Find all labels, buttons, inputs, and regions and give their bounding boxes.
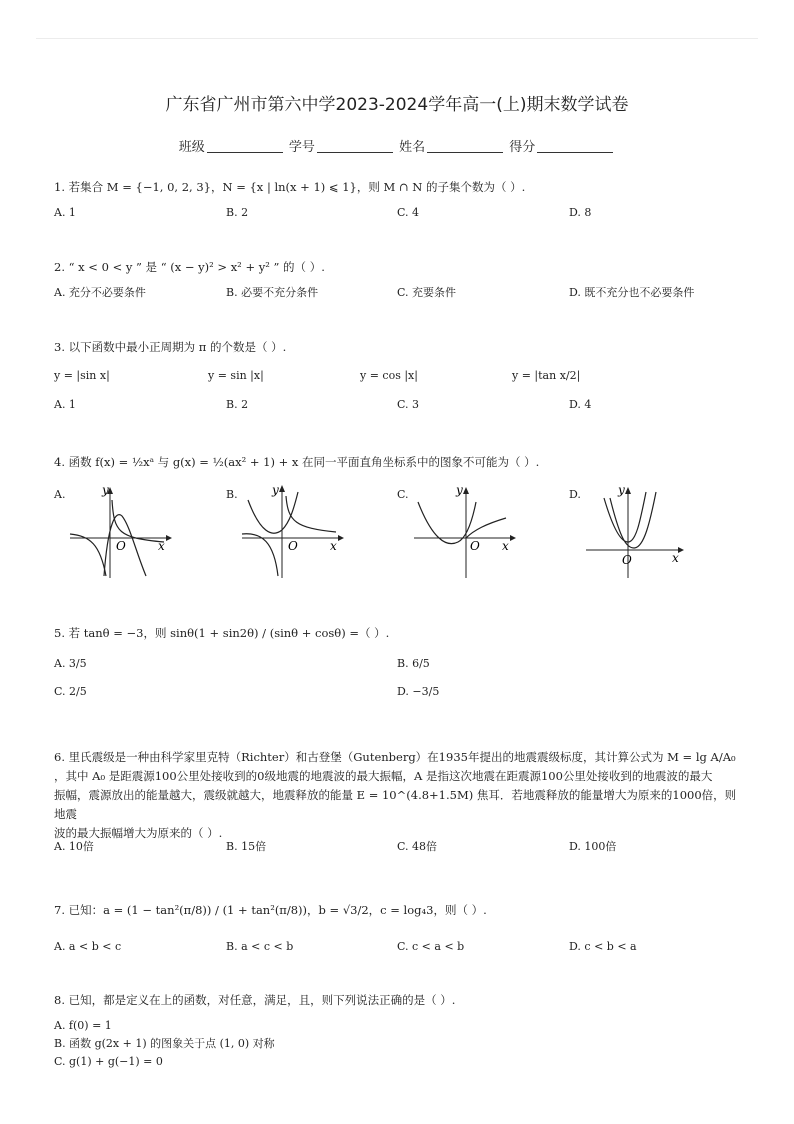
q2-option-b[interactable]: B. 必要不充分条件: [226, 286, 319, 299]
q4-graph-d[interactable]: [582, 482, 692, 580]
svg-text:x: x: [672, 551, 679, 565]
question-5: 5. 若 tanθ = −3，则 sinθ(1 + sin2θ) / (sinθ + cosθ) =（ ）.: [54, 626, 390, 640]
score-blank[interactable]: [537, 140, 613, 153]
svg-text:x: x: [330, 539, 337, 553]
q4-graph-a[interactable]: [66, 482, 176, 580]
q4-option-a-label[interactable]: A.: [54, 488, 66, 501]
top-divider: [36, 38, 758, 39]
q3-option-b[interactable]: B. 2: [226, 398, 249, 411]
question-6: [54, 748, 744, 843]
q6-option-a[interactable]: A. 10倍: [54, 840, 94, 853]
q6-option-b[interactable]: B. 15倍: [226, 840, 267, 853]
name-blank[interactable]: [427, 140, 503, 153]
q6-line-1: 6. 里氏震级是一种由科学家里克特（Richter）和古登堡（Gutenberg）在1935年提出的地震震级标度，其计算公式为 M = lg A/A₀: [54, 750, 736, 764]
q4-option-d-label[interactable]: D.: [569, 488, 581, 501]
svg-text:O: O: [288, 539, 298, 553]
svg-text:O: O: [116, 539, 126, 553]
q3-function-3: y = cos |x|: [360, 369, 418, 382]
q6-line-3: 振幅，震源放出的能量越大，震级就越大，地震释放的能量 E = 10^(4.8+1.5M) 焦耳．若地震释放的能量增大为原来的1000倍，则地震: [54, 788, 737, 821]
q2-option-c[interactable]: C. 充要条件: [397, 286, 457, 299]
q5-option-c[interactable]: C. 2/5: [54, 685, 87, 698]
q8-option-b[interactable]: B. 函数 g(2x + 1) 的图象关于点 (1, 0) 对称: [54, 1037, 275, 1050]
q4-graph-c[interactable]: [410, 482, 520, 580]
q5-option-b[interactable]: B. 6/5: [397, 657, 430, 670]
class-label: 班级: [178, 140, 205, 155]
q1-option-b[interactable]: B. 2: [226, 206, 249, 219]
q7-option-a[interactable]: A. a < b < c: [54, 940, 122, 953]
svg-text:O: O: [622, 553, 632, 567]
q3-function-4: y = |tan x/2|: [512, 369, 581, 382]
student-info: [0, 136, 794, 155]
q7-option-c[interactable]: C. c < a < b: [397, 940, 465, 953]
question-7: 7. 已知：a = (1 − tan²(π/8)) / (1 + tan²(π/8))，b = √3/2，c = log₄3，则（ ）.: [54, 903, 487, 917]
svg-text:y: y: [618, 483, 625, 497]
q3-option-a[interactable]: A. 1: [54, 398, 76, 411]
page-title: 广东省广州市第六中学2023-2024学年高一(上)期末数学试卷: [165, 95, 629, 115]
question-4: 4. 函数 f(x) = ½xᵃ 与 g(x) = ½(ax² + 1) + x 在同一平面直角坐标系中的图象不可能为（ ）.: [54, 455, 540, 469]
id-blank[interactable]: [317, 140, 393, 153]
q4-graph-b[interactable]: [238, 482, 348, 580]
id-label: 学号: [288, 140, 315, 155]
svg-text:x: x: [502, 539, 509, 553]
q3-function-2: y = sin |x|: [208, 369, 264, 382]
svg-text:y: y: [456, 483, 463, 497]
q8-option-a[interactable]: A. f(0) = 1: [54, 1019, 112, 1032]
svg-text:x: x: [158, 539, 165, 553]
q6-line-4: 波的最大振幅增大为原来的（ ）.: [54, 826, 223, 840]
q6-option-d[interactable]: D. 100倍: [569, 840, 617, 853]
class-blank[interactable]: [207, 140, 283, 153]
question-2: 2. “ x < 0 < y ” 是 “ (x − y)² > x² + y² ” 的（ ）.: [54, 260, 325, 274]
q1-option-a[interactable]: A. 1: [54, 206, 76, 219]
q5-option-d[interactable]: D. −3/5: [397, 685, 440, 698]
q1-option-c[interactable]: C. 4: [397, 206, 420, 219]
question-3: 3. 以下函数中最小正周期为 π 的个数是（ ）.: [54, 340, 287, 354]
q6-line-2: ，其中 A₀ 是距震源100公里处接收到的0级地震的地震波的最大振幅，A 是指这次地震在距震源100公里处接收到的地震波的最大: [54, 769, 713, 783]
q3-option-c[interactable]: C. 3: [397, 398, 420, 411]
q4-option-c-label[interactable]: C.: [397, 488, 409, 501]
q2-option-d[interactable]: D. 既不充分也不必要条件: [569, 286, 695, 299]
q1-option-d[interactable]: D. 8: [569, 206, 592, 219]
score-label: 得分: [509, 140, 536, 155]
question-8: 8. 已知，都是定义在上的函数，对任意，满足，且，则下列说法正确的是（ ）.: [54, 993, 456, 1007]
svg-text:y: y: [272, 483, 279, 497]
name-label: 姓名: [399, 140, 426, 155]
svg-text:O: O: [470, 539, 480, 553]
q7-option-b[interactable]: B. a < c < b: [226, 940, 294, 953]
question-1: 1. 若集合 M = {−1, 0, 2, 3}，N = {x | ln(x + 1) ⩽ 1}，则 M ∩ N 的子集个数为（ ）.: [54, 180, 526, 194]
q8-option-c[interactable]: C. g(1) + g(−1) = 0: [54, 1055, 163, 1068]
q4-option-b-label[interactable]: B.: [226, 488, 238, 501]
q5-option-a[interactable]: A. 3/5: [54, 657, 87, 670]
svg-text:y: y: [102, 483, 109, 497]
q3-function-1: y = |sin x|: [54, 369, 110, 382]
q6-option-c[interactable]: C. 48倍: [397, 840, 438, 853]
q3-option-d[interactable]: D. 4: [569, 398, 592, 411]
q7-option-d[interactable]: D. c < b < a: [569, 940, 637, 953]
q2-option-a[interactable]: A. 充分不必要条件: [54, 286, 146, 299]
